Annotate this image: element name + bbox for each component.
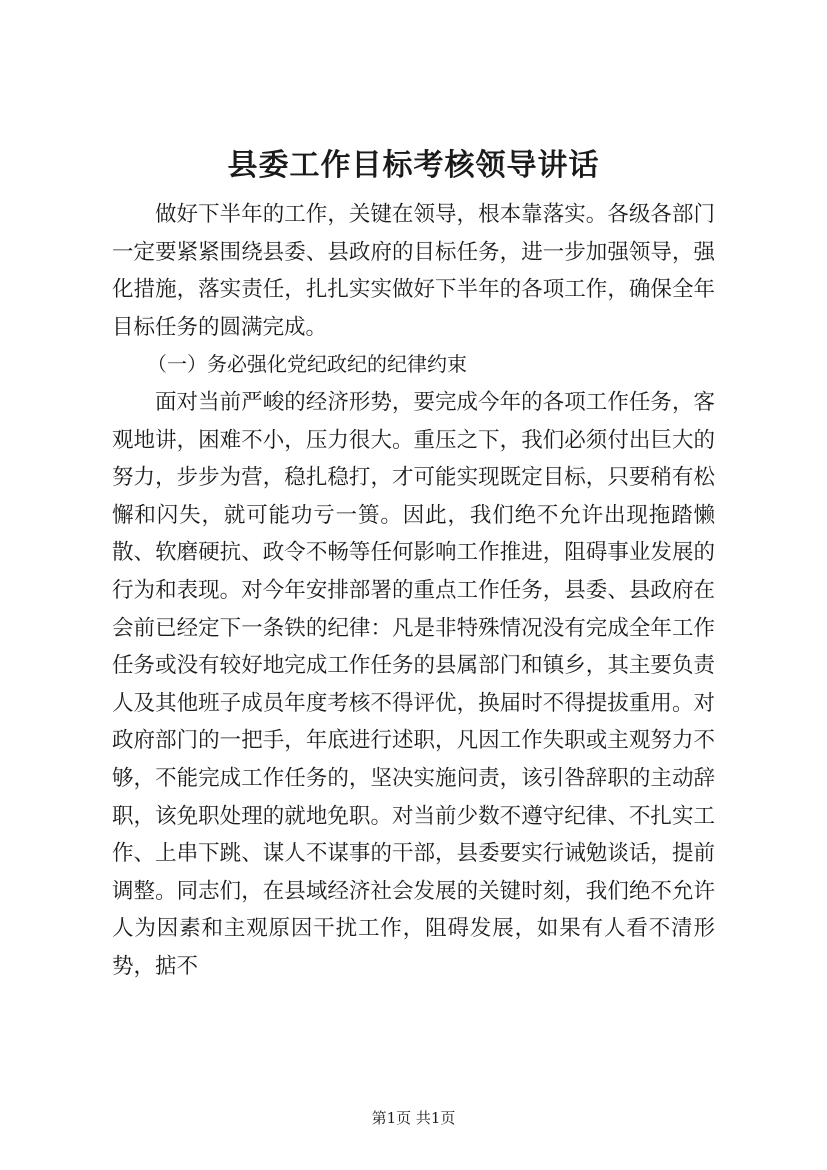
paragraph-discipline: 面对当前严峻的经济形势，要完成今年的各项工作任务，客观地讲，困难不小，压力很大。重压之下，我们必须付出巨大的努力，步步为营，稳扎稳打，才可能实现既定目标，只要稍有松懈和闪失，就可能功亏一篑。因此，我们绝不允许出现拖踏懒散、软磨硬抗、政令不畅等任何影响工作推进，阻碍事业发展的行为和表现。对今年安排部署的重点工作任务，县委、县政府在会前已经定下一条铁的纪律：凡是非特殊情况没有完成全年工作任务或没有较好地完成工作任务的县属部门和镇乡，其主要负责人及其他班子成员年度考核不得评优，换届时不得提拔重用。对政府部门的一把手，年底进行述职，凡因工作失职或主观努力不够，不能完成工作任务的，坚决实施问责，该引咎辞职的主动辞职，该免职处理的就地免职。对当前少数不遵守纪律、不扎实工作、上串下跳、谋人不谋事的干部，县委要实行诫勉谈话，提前调整。同志们，在县域经济社会发展的关键时刻，我们绝不允许人为因素和主观原因干扰工作，阻碍发展，如果有人看不清形势，掂不: [112, 389, 715, 979]
section-heading: （一）务必强化党纪政纪的纪律约束: [147, 352, 467, 377]
document-body: [112, 196, 715, 985]
page-number-footer: 第1页 共1页: [371, 1109, 456, 1127]
paragraph-intro: 做好下半年的工作，关键在领导，根本靠落实。各级各部门一定要紧紧围绕县委、县政府的目标任务，进一步加强领导，强化措施，落实责任，扎扎实实做好下半年的各项工作，确保全年目标任务的圆满完成。: [112, 202, 715, 340]
document-title: 县委工作目标考核领导讲话: [227, 148, 600, 183]
